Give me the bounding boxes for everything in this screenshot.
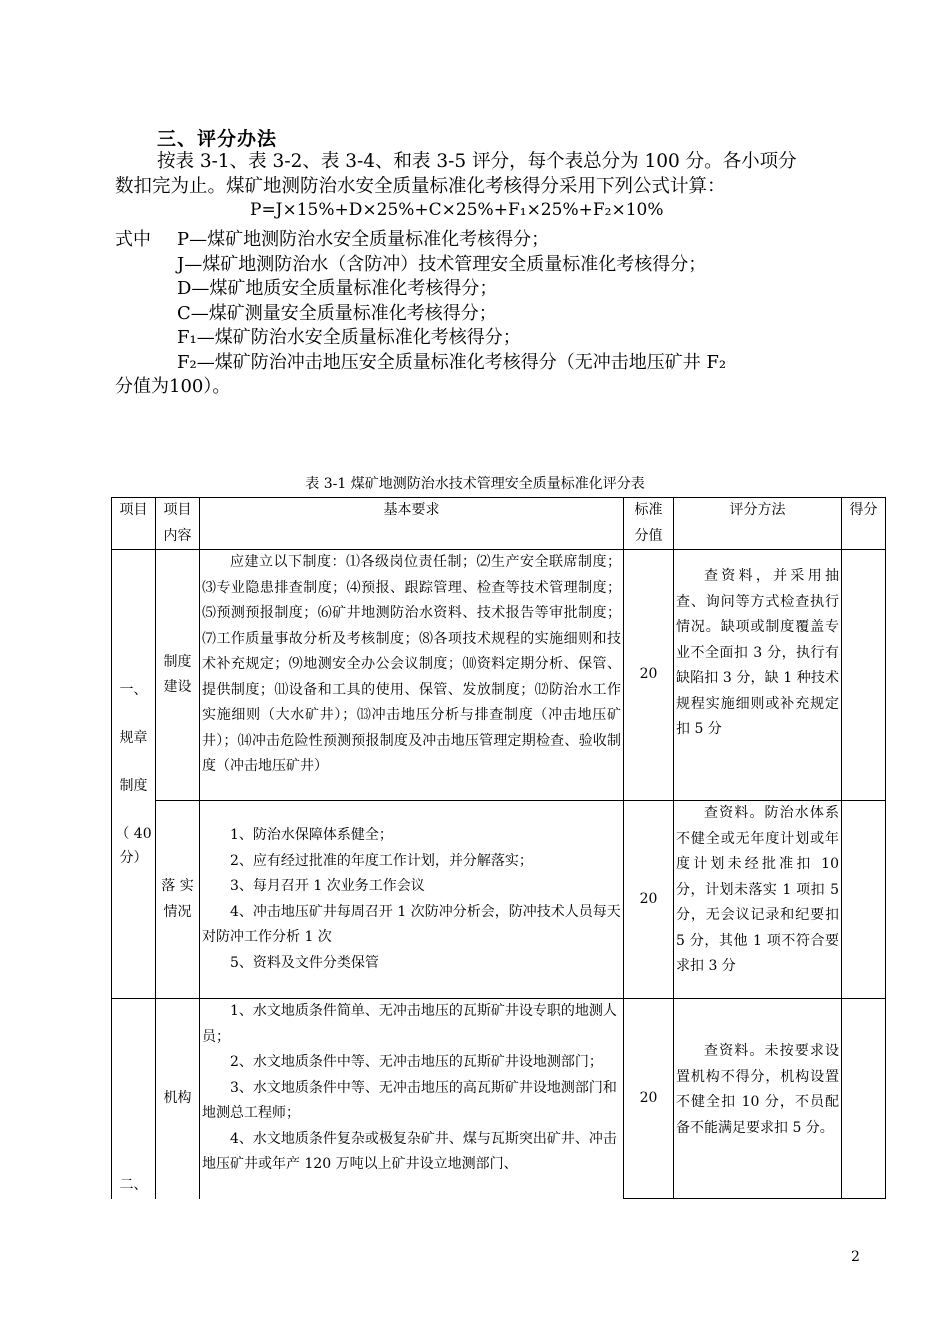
intro-line-2: 数扣完为止。煤矿地测防治水安全质量标准化考核得分采用下列公式计算： [115,176,726,197]
row-score-system: 20 [624,550,674,801]
page-number: 2 [851,1249,860,1265]
def-f1: F₁—煤矿防治水安全质量标准化考核得分； [177,327,521,348]
header-requirements: 基本要求 [200,498,624,550]
group-1-label: 一、 规章 制度 （ 40 分） [112,550,156,999]
row-content-implementation: 落 实 情况 [156,801,200,999]
section-heading: 三、评分办法 [157,128,278,150]
row-method-system: 查资料，并采用抽查、询问等方式检查执行情况。缺项或制度覆盖专业不全面扣 3 分，执行有缺陷扣 3 分，缺 1 种技术规程实施细则或补充规定扣 5 分 [674,550,842,801]
row-method-organization: 查资料。未按要求设置机构不得分，机构设置不健全扣 10 分，不员配备不能满足要求扣 5 分。 [674,999,842,1199]
row-method-implementation: 查资料。防治水体系不健全或无年度计划或年度计划未经批准扣 10 分，计划未落实 1 项扣 5 分，无会议记录和纪要扣 5 分，其他 1 项不符合要求扣 3 分 [674,801,842,999]
def-p: P—煤矿地测防治水安全质量标准化考核得分； [177,229,550,250]
row-result-system [842,550,886,801]
table-row [112,999,886,1199]
row-score-organization: 20 [624,999,674,1199]
def-d: D—煤矿地质安全质量标准化考核得分； [177,278,498,299]
table-header-row [112,498,886,550]
row-content-organization: 机构 [156,999,200,1199]
header-content: 项目 内容 [156,498,200,550]
row-requirements-implementation: 1、防治水保障体系健全； 2、应有经过批准的年度工作计划，并分解落实； 3、每月召开 1 次业务工作会议 4、冲击地压矿井每周召开 1 次防冲分析会，防冲技术人员每天对防冲工作分析 1 次 5、资料及文件分类保管 [200,801,624,999]
table-row [112,801,886,999]
header-item: 项目 [112,498,156,550]
group-2-label: 二、 [112,999,156,1199]
header-result: 得分 [842,498,886,550]
def-f2: F₂—煤矿防治冲击地压安全质量标准化考核得分（无冲击地压矿井 F₂ [177,351,727,373]
score-formula: P=J×15%+D×25%+C×25%+F₁×25%+F₂×10% [250,200,664,220]
table-caption: 表 3-1 煤矿地测防治水技术管理安全质量标准化评分表 [305,476,645,492]
intro-line-1: 按表 3-1、表 3-2、表 3-4、和表 3-5 评分，每个表总分为 100 分。各小项分 [157,151,797,172]
def-j: J—煤矿地测防治水（含防冲）技术管理安全质量标准化考核得分； [177,253,707,275]
table-row [112,550,886,801]
header-method: 评分方法 [674,498,842,550]
row-score-implementation: 20 [624,801,674,999]
header-score: 标准 分值 [624,498,674,550]
row-content-system: 制度 建设 [156,550,200,801]
row-result-organization [842,999,886,1199]
row-requirements-organization: 1、水文地质条件简单、无冲击地压的瓦斯矿井设专职的地测人员； 2、水文地质条件中等、无冲击地压的瓦斯矿井设地测部门； 3、水文地质条件中等、无冲击地压的高瓦斯矿井设地测部门和地测总工程师； 4、水文地质条件复杂或极复杂矿井、煤与瓦斯突出矿井、冲击地压矿井或年产 120 万吨以上矿井设立地测部门、 [200,999,624,1199]
def-c: C—煤矿测量安全质量标准化考核得分； [177,302,497,324]
formula-definitions [115,228,726,400]
scoring-table [111,497,886,1199]
defs-label: 式中 [115,229,151,250]
def-f2-cont: 分值为100）。 [115,376,231,397]
row-result-implementation [842,801,886,999]
row-requirements-system: 应建立以下制度：⑴各级岗位责任制；⑵生产安全联席制度；⑶专业隐患排查制度；⑷预报、跟踪管理、检查等技术管理制度；⑸预测预报制度；⑹矿井地测防治水资料、技术报告等审批制度；⑺工作质量事故分析及考核制度；⑻各项技术规程的实施细则和技术补充规定；⑼地测安全办公会议制度；⑽资料定期分析、保管、提供制度；⑾设备和工具的使用、保管、发放制度；⑿防治水工作实施细则（大水矿井）；⒀冲击地压分析与排查制度（冲击地压矿井）；⒁冲击危险性预测预报制度及冲击地压管理定期检查、验收制度（冲击地压矿井） [200,550,624,801]
